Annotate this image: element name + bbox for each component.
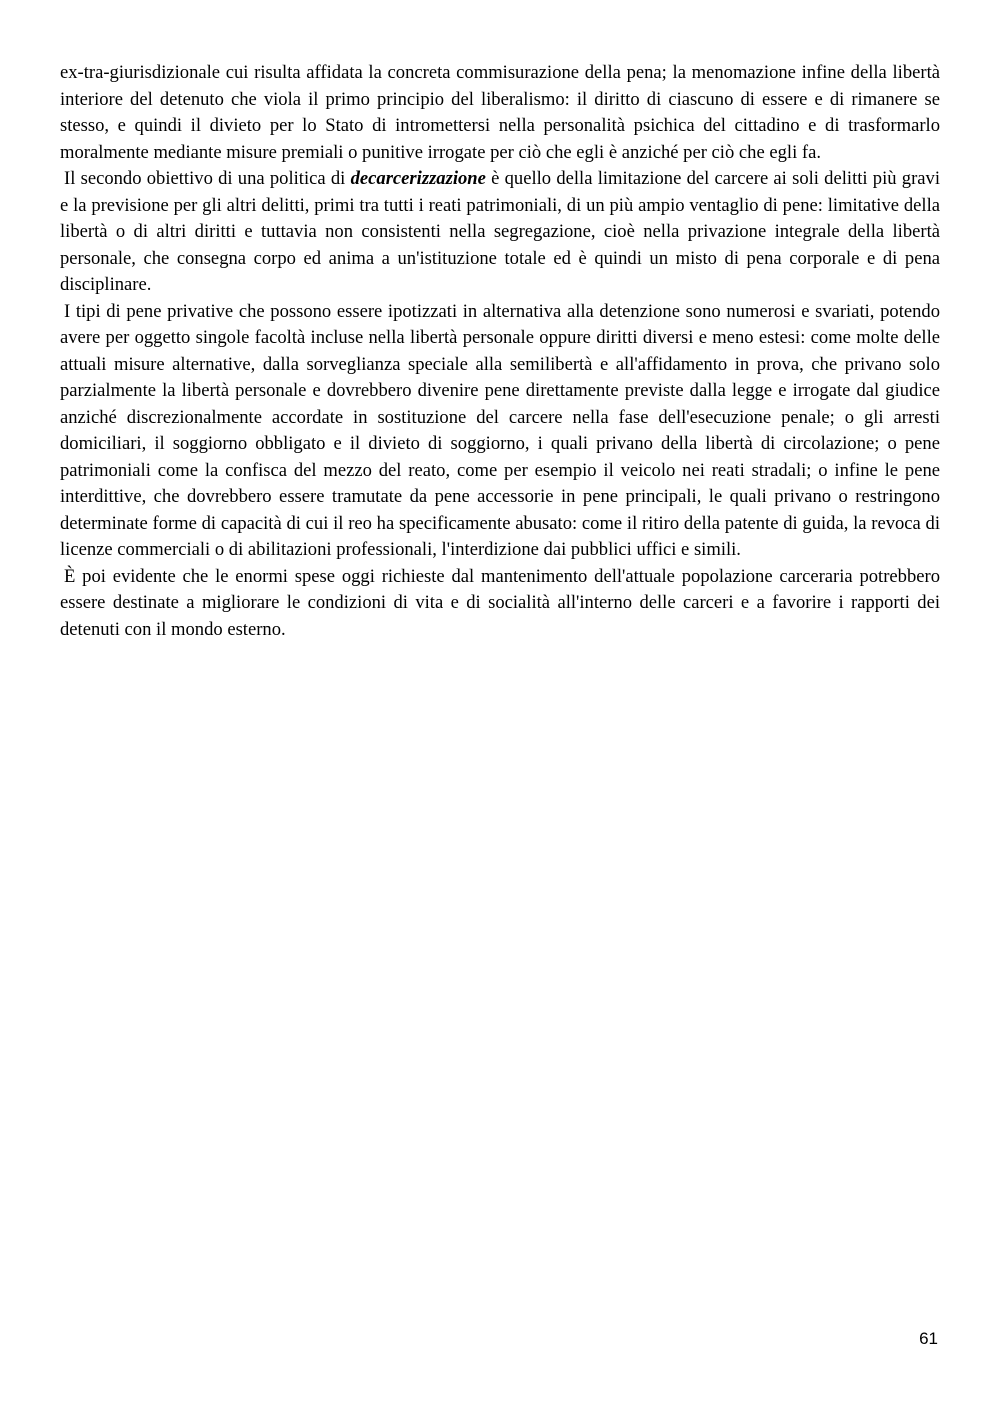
paragraph-2-lead: Il secondo obiettivo di una politica di [64,168,351,189]
page-number: 61 [919,1329,938,1348]
paragraph-2 [60,166,940,299]
page-body [60,60,940,643]
paragraph-1 [60,60,940,166]
paragraph-1-text: ex-tra-giurisdizionale cui risulta affidata la concreta commisurazione della pena; la menomazione infine della libertà interiore del detenuto che viola il primo principio del liberalismo: il diritto di ciascuno di essere e di rimanere se stesso, e quindi il divieto per lo Stato di intromettersi nella personalità psichica del cittadino e di trasformarlo moralmente mediante misure premiali o punitive irrogate per ciò che egli è anziché per ciò che egli fa. [60,62,940,163]
paragraph-2-rest: è quello della limitazione del carcere ai soli delitti più gravi e la previsione per gli altri delitti, primi tra tutti i reati patrimoniali, di un più ampio ventaglio di pene: limitative della libertà o di altri diritti e tuttavia non consistenti nella segregazione, cioè nella privazione integrale della libertà personale, che consegna corpo ed anima a un'istituzione totale ed è quindi un misto di pena corporale e di pena disciplinare. [60,168,941,295]
paragraph-3-text: I tipi di pene privative che possono essere ipotizzati in alternativa alla detenzione sono numerosi e svariati, potendo avere per oggetto singole facoltà incluse nella libertà personale oppure diritti diversi e meno estesi: come molte delle attuali misure alternative, dalla sorveglianza speciale alla semilibertà e all'affidamento in prova, che privano solo parzialmente la libertà personale e dovrebbero divenire pene direttamente previste dalla legge e irrogate dal giudice anziché discrezionalmente accordate in sostituzione del carcere nella fase dell'esecuzione penale; o gli arresti domiciliari, il soggiorno obbligato e il divieto di soggiorno, i quali privano della libertà di circolazione; o pene patrimoniali come la confisca del mezzo del reato, come per esempio il veicolo nei reati stradali; o infine le pene interdittive, che dovrebbero essere tramutate da pene accessorie in pene principali, le quali privano o restringono determinate forme di capacità di cui il reo ha specificamente abusato: come il ritiro della patente di guida, la revoca di licenze commerciali o di abilitazioni professionali, l'interdizione dai pubblici uffici e simili. [60,300,940,560]
emphasized-term: decarcerizzazione [350,168,486,189]
paragraph-4 [60,564,940,644]
paragraph-3 [60,299,940,564]
paragraph-4-text: È poi evidente che le enormi spese oggi richieste dal mantenimento dell'attuale popolazione carceraria potrebbero essere destinate a migliorare le condizioni di vita e di socialità all'interno delle carceri e a favorire i rapporti dei detenuti con il mondo esterno. [60,565,940,640]
